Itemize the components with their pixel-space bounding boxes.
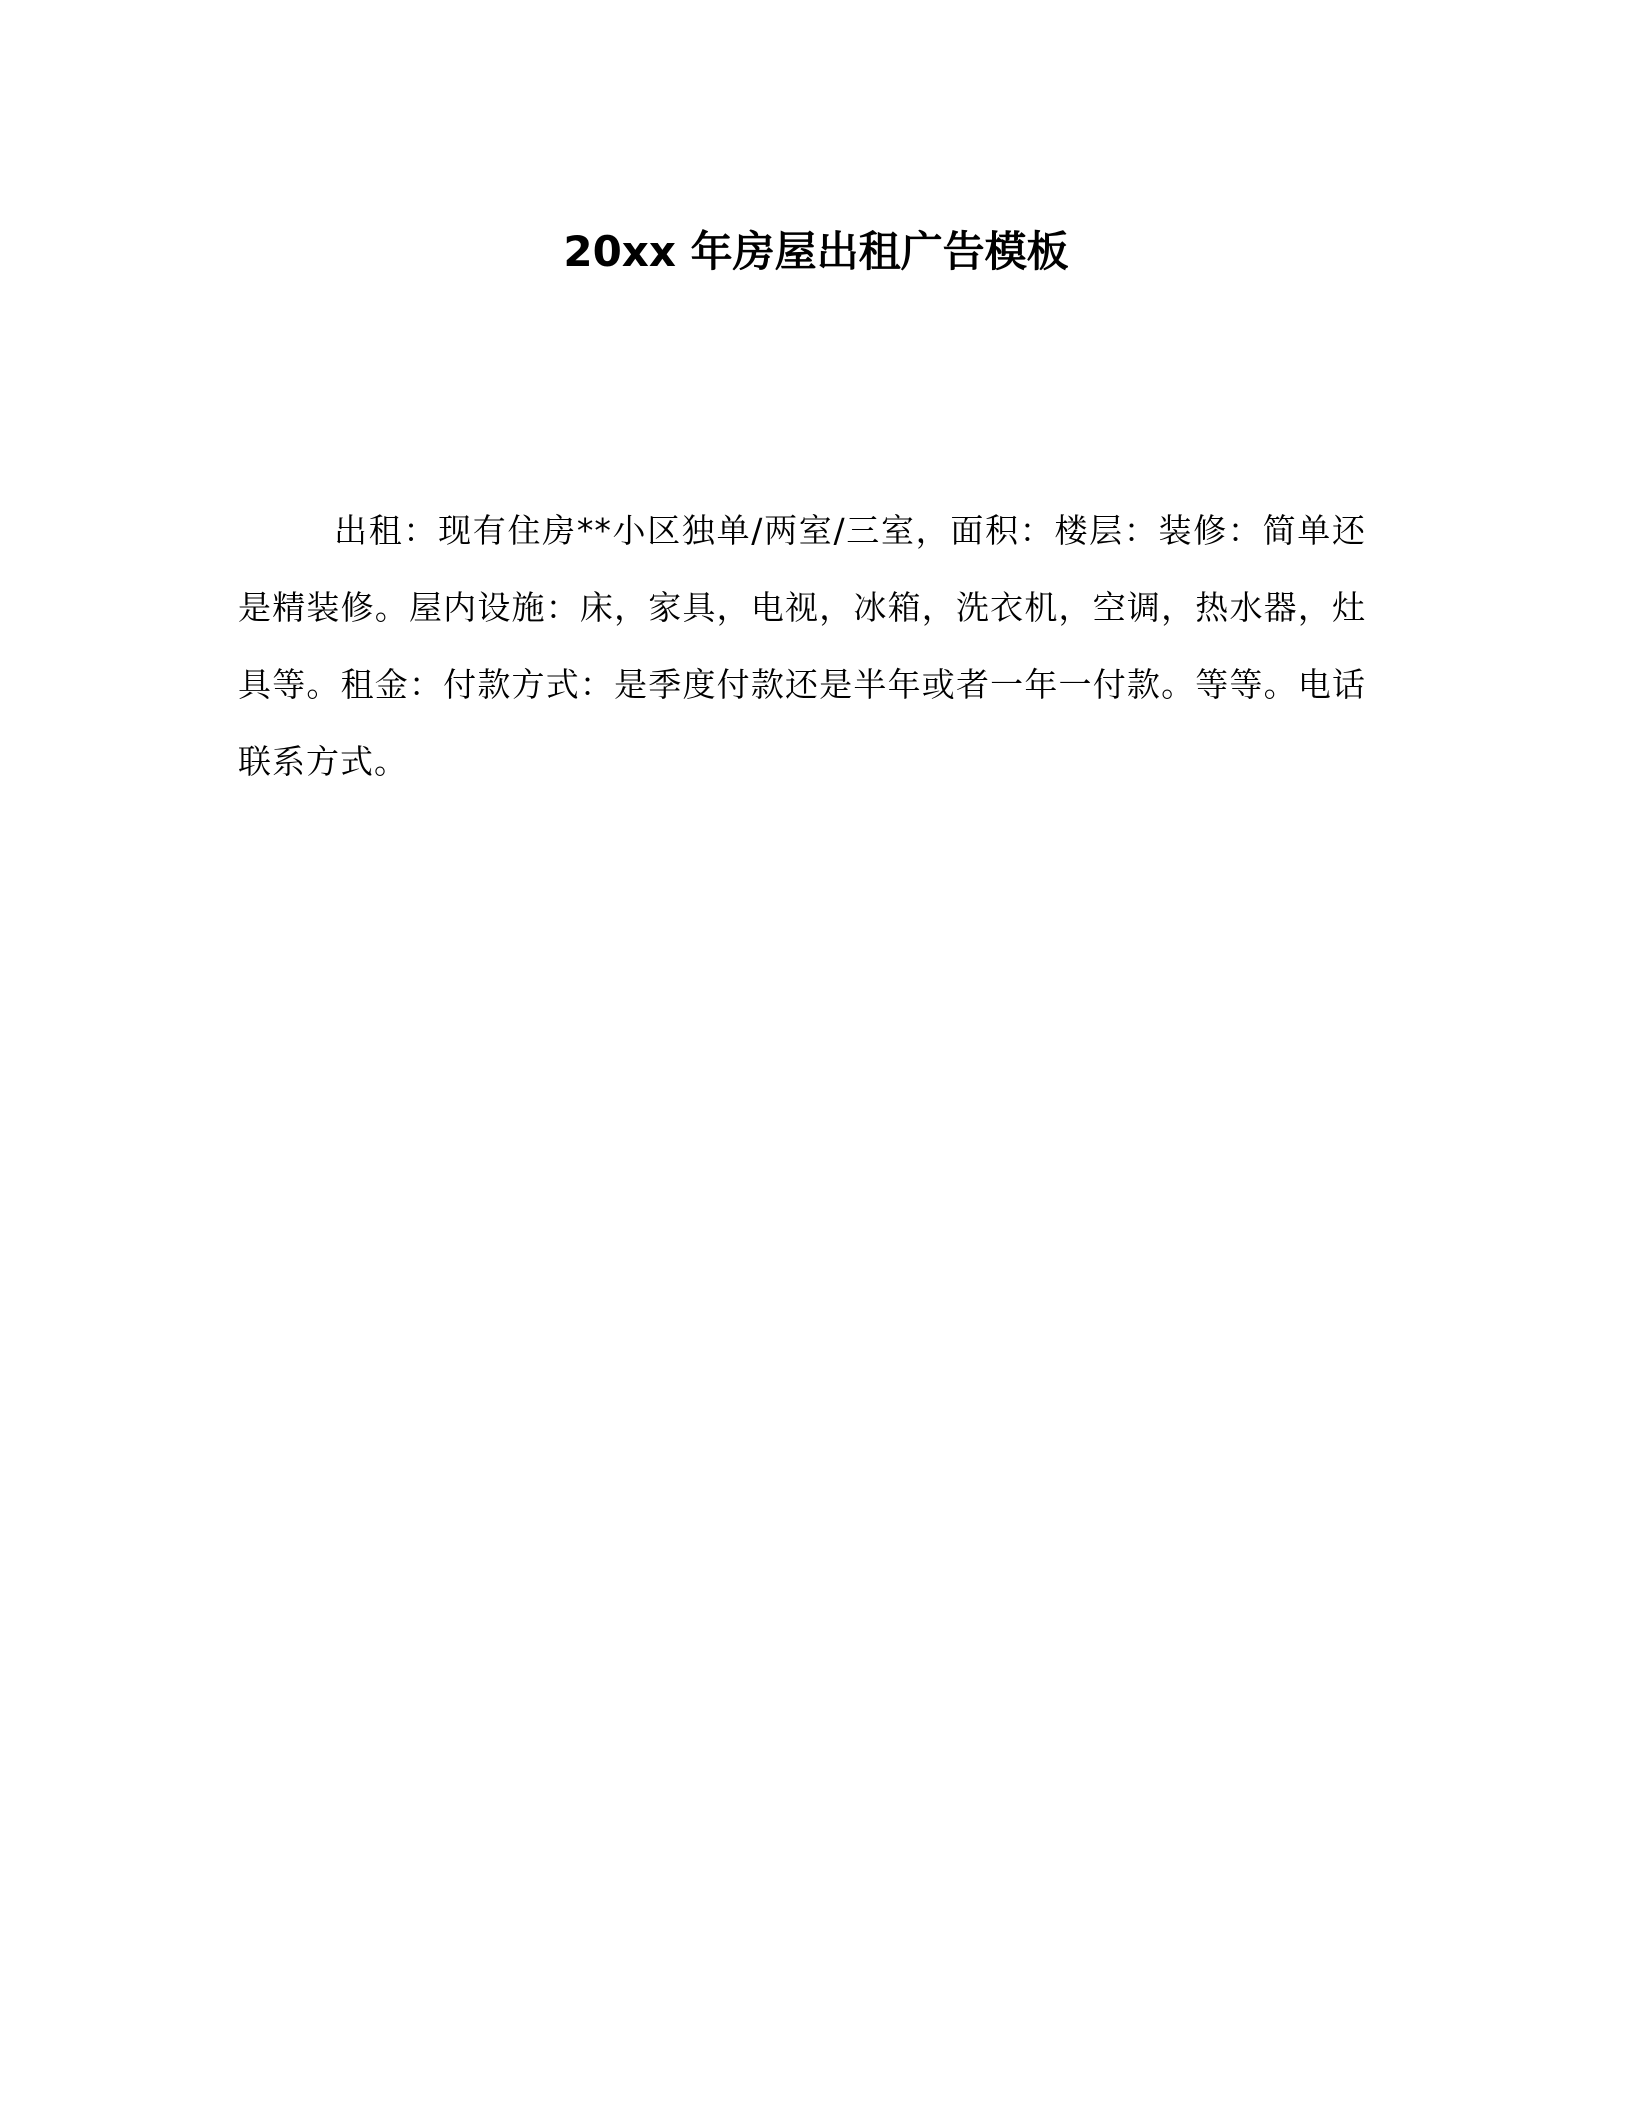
document-body-paragraph: 出租：现有住房**小区独单/两室/三室，面积：楼层：装修：简单还是精装修。屋内设施：床，家具，电视，冰箱，洗衣机，空调，热水器，灶具等。租金：付款方式：是季度付款还是半年或者一年一付款。等等。电话联系方式。 — [238, 511, 1366, 781]
document-title: 20xx 年房屋出租广告模板 — [563, 227, 1069, 276]
